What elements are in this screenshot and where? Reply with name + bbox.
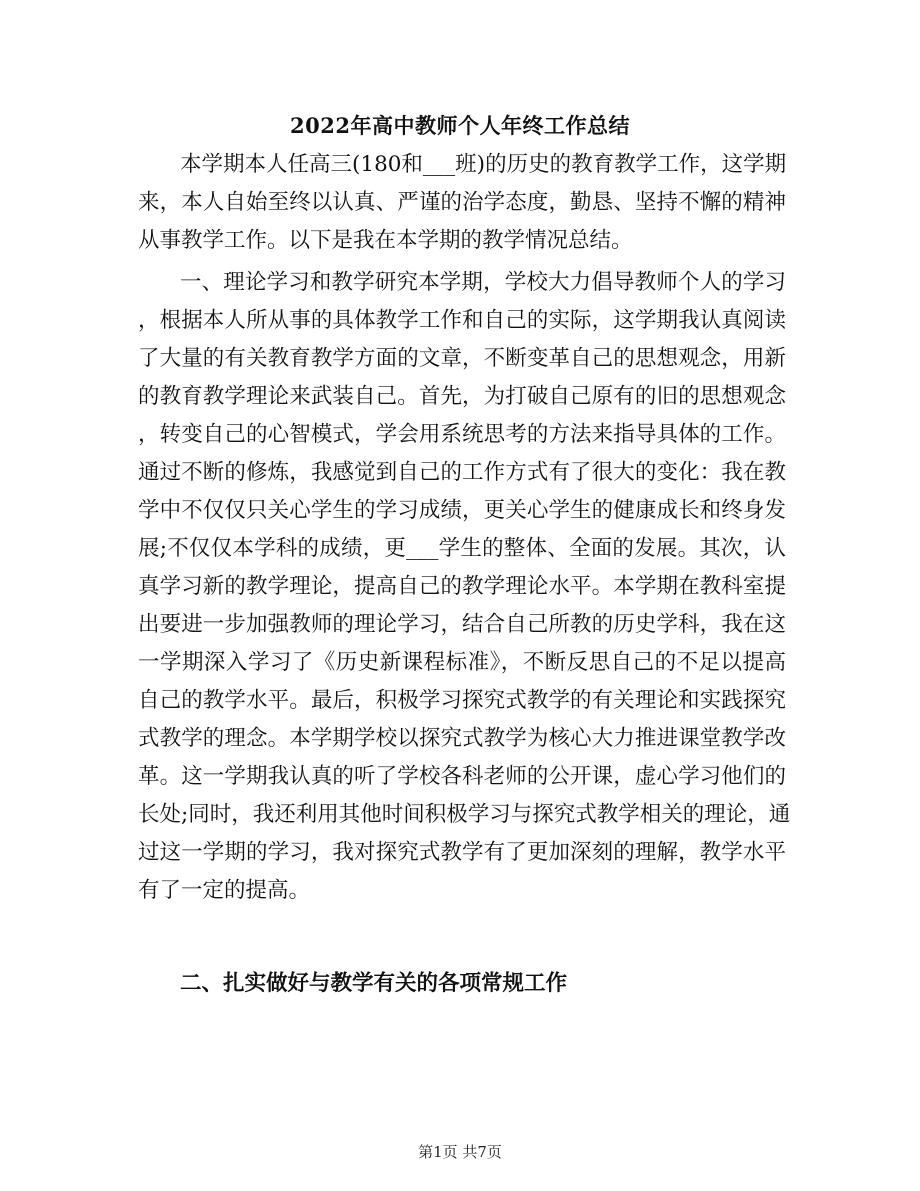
paragraph-line: ，根据本人所从事的具体教学工作和自己的实际，这学期我认真阅读 bbox=[138, 308, 786, 333]
paragraph-line: 出要进一步加强教师的理论学习，结合自己所教的历史学科，我在这 bbox=[138, 612, 786, 637]
paragraph-line: 自己的教学水平。最后，积极学习探究式教学的有关理论和实践探究 bbox=[138, 688, 786, 713]
paragraph-line: 真学习新的教学理论，提高自己的教学理论水平。本学期在教科室提 bbox=[138, 574, 786, 599]
paragraph-line: 学中不仅仅只关心学生的学习成绩，更关心学生的健康成长和终身发 bbox=[138, 498, 786, 523]
paragraph-line: ，转变自己的心智模式，学会用系统思考的方法来指导具体的工作。 bbox=[138, 422, 786, 447]
section-heading: 二、扎实做好与教学有关的各项常规工作 bbox=[180, 971, 568, 996]
paragraph-line: 革。这一学期我认真的听了学校各科老师的公开课，虚心学习他们的 bbox=[138, 764, 786, 789]
paragraph-line: 长处;同时，我还利用其他时间积极学习与探究式教学相关的理论，通 bbox=[138, 802, 791, 827]
paragraph-line: 式教学的理念。本学期学校以探究式教学为核心大力推进课堂教学改 bbox=[138, 726, 786, 751]
paragraph-line: 本学期本人任高三(180和___班)的历史的教育教学工作，这学期 bbox=[180, 152, 787, 177]
document-title: 2022年高中教师个人年终工作总结 bbox=[290, 113, 630, 138]
paragraph-line: 展;不仅仅本学科的成绩，更___学生的整体、全面的发展。其次，认 bbox=[138, 536, 786, 561]
paragraph-line: 来，本人自始至终以认真、严谨的治学态度，勤恳、坚持不懈的精神 bbox=[138, 190, 786, 215]
paragraph-line: 一学期深入学习了《历史新课程标准》，不断反思自己的不足以提高 bbox=[138, 650, 786, 675]
paragraph-line: 的教育教学理论来武装自己。首先，为打破自己原有的旧的思想观念 bbox=[138, 384, 786, 409]
paragraph-line: 通过不断的修炼，我感觉到自己的工作方式有了很大的变化：我在教 bbox=[138, 460, 786, 485]
paragraph-line: 从事教学工作。以下是我在本学期的教学情况总结。 bbox=[138, 228, 633, 253]
paragraph-line: 过这一学期的学习，我对探究式教学有了更加深刻的理解，教学水平 bbox=[138, 840, 786, 865]
paragraph-line: 一、理论学习和教学研究本学期，学校大力倡导教师个人的学习 bbox=[180, 270, 786, 295]
page-number: 第1页 共7页 bbox=[418, 1143, 502, 1161]
paragraph-line: 有了一定的提高。 bbox=[138, 878, 311, 903]
paragraph-line: 了大量的有关教育教学方面的文章，不断变革自己的思想观念，用新 bbox=[138, 346, 786, 371]
